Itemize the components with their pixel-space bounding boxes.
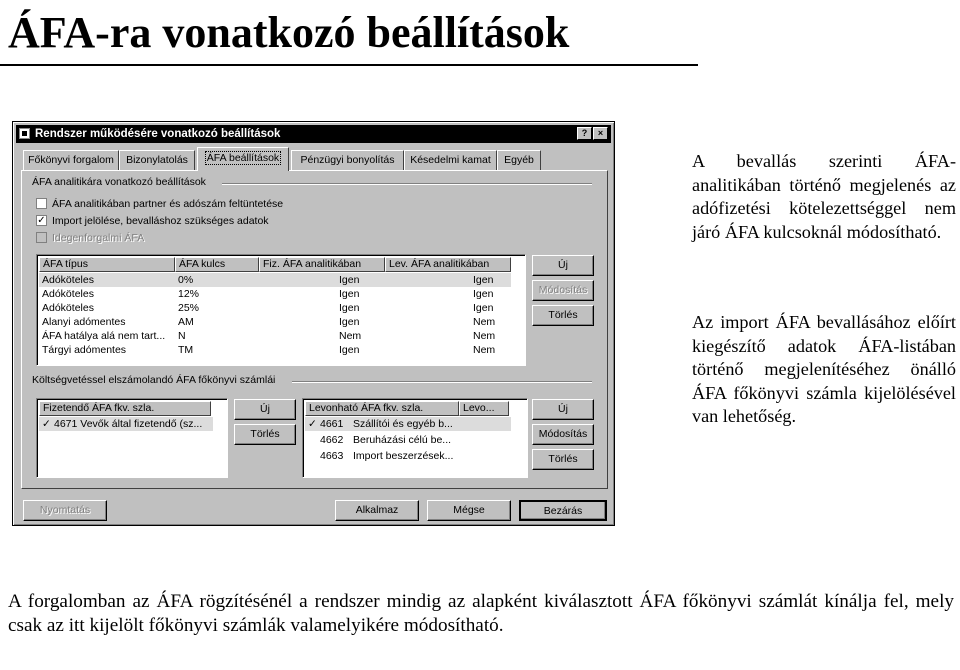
apply-button[interactable]: Alkalmaz — [335, 500, 419, 521]
table-cell: Nem — [473, 344, 496, 356]
dialog-titlebar[interactable] — [16, 125, 611, 143]
group-label-afa-analitika: ÁFA analitikára vonatkozó beállítások — [32, 176, 206, 188]
deductible-edit-button[interactable]: Módosítás — [532, 424, 594, 445]
tab-egyeb[interactable]: Egyéb — [497, 150, 541, 170]
table-cell: 25% — [178, 302, 200, 314]
table-cell: Adóköteles — [42, 274, 94, 286]
table-cell: Nem — [473, 316, 496, 328]
table-cell: Igen — [339, 302, 360, 314]
column-header[interactable]: Fiz. ÁFA analitikában — [259, 257, 385, 272]
dialog-title: Rendszer működésére vonatkozó beállítások — [35, 128, 281, 140]
group-divider — [222, 183, 592, 185]
table-cell: ÁFA hatálya alá nem tart... — [42, 330, 166, 342]
side-paragraph-1: A bevallás szerinti ÁFA-analitikában történő megjelenés az adófizetési kötelezettséggel nem járó ÁFA kulcsoknál módosítható. — [692, 151, 956, 242]
table-cell: Igen — [339, 274, 360, 286]
account-code: 4663 — [320, 450, 344, 462]
title-rule — [0, 64, 698, 66]
vat-type-table[interactable] — [36, 254, 526, 366]
table-cell: Igen — [473, 302, 494, 314]
column-header[interactable]: Lev. ÁFA analitikában — [385, 257, 511, 272]
help-button[interactable]: ? — [577, 127, 592, 140]
cancel-button[interactable]: Mégse — [427, 500, 511, 521]
tab-afa-beallitasok[interactable]: ÁFA beállítások — [197, 147, 289, 171]
table-cell: Alanyi adómentes — [42, 316, 126, 328]
table-cell: Adóköteles — [42, 288, 94, 300]
checkbox-box: ✓ — [37, 215, 46, 226]
deductible-new-button[interactable]: Új — [532, 399, 594, 420]
table-cell: Igen — [339, 344, 360, 356]
group-label-koltsegvetes: Költségvetéssel elszámolandó ÁFA főkönyvi számlái — [32, 374, 276, 386]
table-cell: Igen — [339, 288, 360, 300]
settings-dialog — [12, 121, 615, 526]
checkbox-box — [36, 198, 47, 209]
table-cell: 12% — [178, 288, 200, 300]
payable-new-button[interactable]: Új — [234, 399, 296, 420]
vat-delete-button[interactable]: Törlés — [532, 305, 594, 326]
account-name: Import beszerzések... — [353, 450, 454, 462]
table-cell: AM — [178, 316, 194, 328]
column-header[interactable]: ÁFA kulcs — [175, 257, 259, 272]
checkmark-icon: ✓ — [308, 418, 317, 430]
table-cell: TM — [178, 344, 194, 356]
column-header[interactable]: Levo... — [459, 401, 509, 416]
account-code: 4661 — [320, 418, 344, 430]
table-cell: 0% — [178, 274, 194, 286]
print-button[interactable]: Nyomtatás — [23, 500, 107, 521]
tab-bizonylatolas[interactable]: Bizonylatolás — [119, 150, 195, 170]
app-icon — [19, 128, 30, 139]
page-title: ÁFA-ra vonatkozó beállítások — [8, 8, 570, 57]
close-icon[interactable]: × — [593, 127, 608, 140]
deductible-delete-button[interactable]: Törlés — [532, 449, 594, 470]
account-name: Beruházási célú be... — [353, 434, 452, 446]
side-paragraph-2: Az import ÁFA bevallásához előírt kiegészítő adatok ÁFA-listában történő megjelenítéséhez önálló ÁFA főkönyvi számla kijelölésével van lehetőség. — [692, 312, 956, 427]
table-cell: N — [178, 330, 186, 342]
deductible-account-list[interactable] — [302, 398, 528, 478]
checkmark-icon: ✓ — [42, 418, 51, 430]
account-name: Szállítói és egyéb b... — [353, 418, 453, 430]
payable-account-list[interactable] — [36, 398, 228, 478]
column-header[interactable]: Fizetendő ÁFA fkv. szla. — [39, 401, 211, 416]
table-cell: Tárgyi adómentes — [42, 344, 127, 356]
table-cell: Adóköteles — [42, 302, 94, 314]
list-item[interactable]: 4671 Vevők által fizetendő (sz... — [54, 418, 203, 430]
group-divider — [292, 381, 592, 383]
bottom-paragraph: A forgalomban az ÁFA rögzítésénél a rendszer mindig az alapként kiválasztott ÁFA főkönyvi számlát kínálja fel, mely csak az itt kijelölt főkönyvi számlák valamelyikére módosítható. — [8, 591, 954, 636]
vat-edit-button[interactable]: Módosítás — [532, 280, 594, 301]
account-code: 4662 — [320, 434, 344, 446]
vat-new-button[interactable]: Új — [532, 255, 594, 276]
afa-settings-panel: ÁFA analitikára vonatkozó beállítások ÁFA analitikában partner és adószám feltüntetése ✓ Import jelölése, bevalláshoz szükséges adatok Idegenforgalmi ÁFA ÁFA típus ÁFA kulcs Fiz. ÁFA analitikában Lev. ÁFA analitikában Adóköteles 0% Igen Igen Adóköteles 12% Igen Igen Adóköteles 25% Igen Igen Alanyi adómentes AM Igen Nem ÁFA hatálya alá nem tart... N Nem Nem Tárgyi adómentes TM Igen Nem Új Módosítás Törlés Költségvetéssel elszámolandó ÁFA főkönyvi számlái Fizetendő ÁFA fkv. szla. ✓ 4671 Vevők által fizetendő (sz... Új Törlés Levonható ÁFA fkv. szla. Levo... ✓ 4661 Szállítói és egyéb b... 4662 Beruházási célú be... 4663 Import beszerzések... Új Módosítás Törlés — [21, 170, 608, 489]
table-cell: Igen — [473, 288, 494, 300]
tab-penzugyi-bonyolitas[interactable]: Pénzügyi bonyolítás — [291, 150, 404, 170]
table-cell: Nem — [339, 330, 362, 342]
column-header[interactable]: Levonható ÁFA fkv. szla. — [305, 401, 459, 416]
close-button[interactable]: Bezárás — [519, 500, 607, 521]
tab-fokonyvi-forgalom[interactable]: Főkönyvi forgalom — [23, 150, 119, 170]
payable-delete-button[interactable]: Törlés — [234, 424, 296, 445]
checkbox-box — [36, 232, 47, 243]
column-header[interactable]: ÁFA típus — [39, 257, 175, 272]
table-cell: Nem — [473, 330, 496, 342]
tab-kesedelmi-kamat[interactable]: Késedelmi kamat — [404, 150, 497, 170]
table-cell: Igen — [473, 274, 494, 286]
table-cell: Igen — [339, 316, 360, 328]
